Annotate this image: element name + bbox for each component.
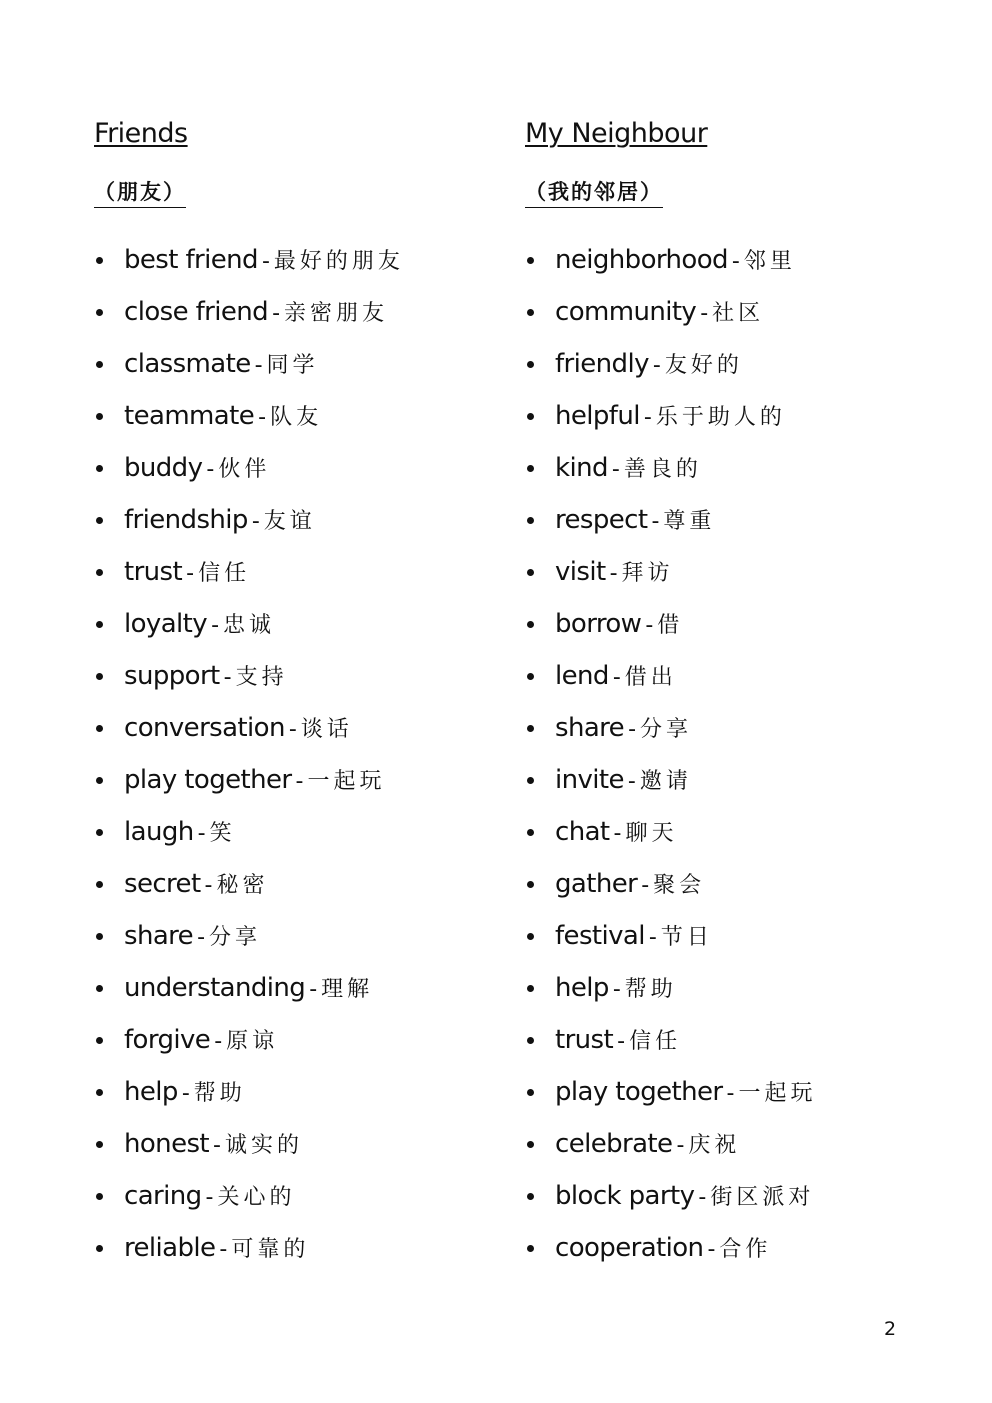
vocab-item	[525, 1176, 816, 1228]
vocab-separator: -	[611, 457, 620, 482]
friends-vocab-list	[94, 240, 404, 1280]
vocab-separator: -	[617, 1029, 626, 1054]
vocab-chinese: 友好的	[664, 353, 743, 378]
vocab-chinese: 聊天	[625, 821, 678, 846]
vocab-separator: -	[627, 769, 636, 794]
vocab-chinese: 帮助	[624, 977, 677, 1002]
friends-title: Friends	[94, 118, 188, 149]
vocab-english: laugh	[124, 817, 194, 847]
vocab-item	[94, 1228, 404, 1280]
vocab-english: conversation	[124, 713, 285, 743]
vocab-chinese: 同学	[266, 353, 319, 378]
bullet-icon	[527, 1089, 534, 1096]
bullet-icon	[96, 465, 103, 472]
bullet-icon	[527, 777, 534, 784]
vocab-separator: -	[309, 977, 318, 1002]
vocab-chinese: 可靠的	[231, 1237, 310, 1262]
vocab-separator: -	[258, 405, 267, 430]
vocab-separator: -	[700, 301, 709, 326]
vocab-english: buddy	[124, 453, 203, 483]
vocab-item	[525, 760, 816, 812]
bullet-icon	[527, 465, 534, 472]
vocab-item	[94, 708, 404, 760]
vocab-item	[525, 292, 816, 344]
bullet-icon	[96, 985, 103, 992]
bullet-icon	[527, 1141, 534, 1148]
bullet-icon	[96, 1037, 103, 1044]
vocab-separator: -	[254, 353, 263, 378]
bullet-icon	[527, 673, 534, 680]
bullet-icon	[96, 1141, 103, 1148]
vocab-separator: -	[181, 1081, 190, 1106]
vocab-english: forgive	[124, 1025, 211, 1055]
vocab-separator: -	[726, 1081, 735, 1106]
bullet-icon	[96, 933, 103, 940]
vocab-chinese: 队友	[270, 405, 323, 430]
vocab-separator: -	[612, 665, 621, 690]
vocab-separator: -	[214, 1029, 223, 1054]
vocab-item	[94, 760, 404, 812]
vocab-separator: -	[251, 509, 260, 534]
vocab-separator: -	[609, 561, 618, 586]
vocab-item	[525, 1124, 816, 1176]
vocab-chinese: 友谊	[263, 509, 316, 534]
vocab-item	[94, 240, 404, 292]
vocab-item	[94, 604, 404, 656]
vocab-separator: -	[261, 249, 270, 274]
vocab-english: play together	[124, 765, 292, 795]
vocab-separator: -	[211, 613, 220, 638]
vocab-english: help	[124, 1077, 178, 1107]
vocab-chinese: 谈话	[300, 717, 353, 742]
bullet-icon	[96, 569, 103, 576]
bullet-icon	[96, 621, 103, 628]
vocab-chinese: 一起玩	[307, 769, 386, 794]
bullet-icon	[527, 413, 534, 420]
bullet-icon	[527, 881, 534, 888]
vocab-item	[525, 1228, 816, 1280]
bullet-icon	[527, 1037, 534, 1044]
vocab-chinese: 最好的朋友	[273, 249, 404, 274]
vocab-chinese: 一起玩	[738, 1081, 817, 1106]
vocab-separator: -	[186, 561, 195, 586]
vocab-item	[94, 1020, 404, 1072]
vocab-separator: -	[219, 1237, 228, 1262]
vocab-english: understanding	[124, 973, 306, 1003]
vocab-english: helpful	[555, 401, 640, 431]
bullet-icon	[527, 1193, 534, 1200]
vocab-item	[525, 916, 816, 968]
friends-column	[94, 112, 494, 1263]
vocab-english: borrow	[555, 609, 642, 639]
bullet-icon	[527, 829, 534, 836]
vocab-english: gather	[555, 869, 638, 899]
vocab-chinese: 关心的	[217, 1185, 296, 1210]
bullet-icon	[527, 621, 534, 628]
vocab-chinese: 亲密朋友	[284, 301, 389, 326]
vocab-separator: -	[613, 821, 622, 846]
vocab-separator: -	[643, 405, 652, 430]
vocab-english: visit	[555, 557, 606, 587]
vocab-separator: -	[612, 977, 621, 1002]
vocab-separator: -	[648, 925, 657, 950]
vocab-separator: -	[731, 249, 740, 274]
vocab-english: lend	[555, 661, 609, 691]
vocab-item	[94, 344, 404, 396]
vocab-chinese: 支持	[235, 665, 288, 690]
vocab-item	[525, 864, 816, 916]
vocab-english: reliable	[124, 1233, 216, 1263]
vocab-english: celebrate	[555, 1129, 673, 1159]
vocab-english: support	[124, 661, 220, 691]
vocab-separator: -	[652, 353, 661, 378]
neighbour-vocab-list	[525, 240, 816, 1280]
vocab-separator: -	[628, 717, 637, 742]
vocab-english: secret	[124, 869, 201, 899]
vocab-english: invite	[555, 765, 624, 795]
vocab-item	[525, 344, 816, 396]
vocab-english: loyalty	[124, 609, 208, 639]
vocab-english: friendly	[555, 349, 649, 379]
vocab-chinese: 借出	[624, 665, 677, 690]
bullet-icon	[96, 1193, 103, 1200]
vocab-separator: -	[197, 821, 206, 846]
bullet-icon	[96, 517, 103, 524]
bullet-icon	[96, 309, 103, 316]
vocab-item	[94, 864, 404, 916]
vocab-english: trust	[124, 557, 183, 587]
vocab-separator: -	[204, 873, 213, 898]
vocab-chinese: 邻里	[743, 249, 796, 274]
bullet-icon	[96, 1089, 103, 1096]
vocab-english: share	[555, 713, 625, 743]
vocab-separator: -	[295, 769, 304, 794]
bullet-icon	[96, 257, 103, 264]
vocab-item	[525, 708, 816, 760]
vocab-chinese: 信任	[198, 561, 251, 586]
neighbour-column	[525, 112, 955, 1263]
vocab-chinese: 尊重	[663, 509, 716, 534]
vocab-english: community	[555, 297, 697, 327]
bullet-icon	[96, 361, 103, 368]
vocab-item	[525, 812, 816, 864]
vocab-chinese: 社区	[712, 301, 765, 326]
friends-subtitle: （朋友）	[94, 178, 186, 208]
vocab-item	[94, 656, 404, 708]
vocab-item	[94, 292, 404, 344]
vocab-separator: -	[645, 613, 654, 638]
vocab-chinese: 分享	[640, 717, 693, 742]
vocab-english: neighborhood	[555, 245, 728, 275]
vocab-english: trust	[555, 1025, 614, 1055]
vocab-separator: -	[676, 1133, 685, 1158]
vocab-english: friendship	[124, 505, 248, 535]
vocab-english: classmate	[124, 349, 251, 379]
vocab-english: play together	[555, 1077, 723, 1107]
bullet-icon	[527, 725, 534, 732]
vocab-chinese: 拜访	[621, 561, 674, 586]
vocab-english: cooperation	[555, 1233, 704, 1263]
bullet-icon	[96, 725, 103, 732]
vocab-item	[525, 396, 816, 448]
vocab-separator: -	[698, 1185, 707, 1210]
vocab-english: respect	[555, 505, 648, 535]
vocab-chinese: 忠诚	[223, 613, 276, 638]
vocab-chinese: 秘密	[216, 873, 269, 898]
vocab-chinese: 街区派对	[710, 1185, 815, 1210]
vocab-item	[525, 656, 816, 708]
vocab-english: chat	[555, 817, 610, 847]
vocab-chinese: 分享	[209, 925, 262, 950]
vocab-item	[525, 448, 816, 500]
vocab-chinese: 善良的	[623, 457, 702, 482]
vocab-chinese: 原谅	[226, 1029, 279, 1054]
bullet-icon	[96, 777, 103, 784]
vocab-english: share	[124, 921, 194, 951]
vocab-chinese: 邀请	[639, 769, 692, 794]
vocab-item	[525, 604, 816, 656]
vocab-chinese: 伙伴	[218, 457, 271, 482]
bullet-icon	[527, 985, 534, 992]
vocab-item	[94, 968, 404, 1020]
bullet-icon	[527, 1245, 534, 1252]
vocab-english: help	[555, 973, 609, 1003]
vocab-chinese: 聚会	[653, 873, 706, 898]
vocab-chinese: 乐于助人的	[655, 405, 786, 430]
vocab-chinese: 帮助	[193, 1081, 246, 1106]
bullet-icon	[527, 933, 534, 940]
vocab-separator: -	[651, 509, 660, 534]
vocab-separator: -	[206, 457, 215, 482]
vocab-item	[525, 552, 816, 604]
vocab-item	[94, 500, 404, 552]
vocab-separator: -	[707, 1237, 716, 1262]
vocab-item	[525, 500, 816, 552]
vocab-chinese: 庆祝	[688, 1133, 741, 1158]
vocab-separator: -	[641, 873, 650, 898]
bullet-icon	[96, 881, 103, 888]
vocab-english: best friend	[124, 245, 258, 275]
neighbour-subtitle: （我的邻居）	[525, 178, 663, 208]
vocab-separator: -	[205, 1185, 214, 1210]
vocab-item	[94, 812, 404, 864]
bullet-icon	[527, 309, 534, 316]
vocab-english: teammate	[124, 401, 255, 431]
vocab-item	[525, 240, 816, 292]
vocab-separator: -	[223, 665, 232, 690]
vocab-english: close friend	[124, 297, 269, 327]
page-number: 2	[884, 1318, 897, 1340]
vocab-english: block party	[555, 1181, 695, 1211]
vocab-chinese: 诚实的	[224, 1133, 303, 1158]
vocab-item	[94, 916, 404, 968]
vocab-separator: -	[288, 717, 297, 742]
vocab-item	[525, 1020, 816, 1072]
vocab-separator: -	[272, 301, 281, 326]
bullet-icon	[96, 1245, 103, 1252]
vocab-english: kind	[555, 453, 608, 483]
vocab-item	[94, 1124, 404, 1176]
vocab-item	[94, 1176, 404, 1228]
vocab-english: caring	[124, 1181, 202, 1211]
vocab-chinese: 信任	[629, 1029, 682, 1054]
vocab-separator: -	[197, 925, 206, 950]
vocab-chinese: 借	[657, 613, 684, 638]
vocab-chinese: 合作	[719, 1237, 772, 1262]
vocab-item	[94, 1072, 404, 1124]
bullet-icon	[96, 829, 103, 836]
vocab-separator: -	[213, 1133, 221, 1158]
bullet-icon	[527, 361, 534, 368]
bullet-icon	[527, 569, 534, 576]
vocab-english: honest	[124, 1129, 210, 1159]
vocab-english: festival	[555, 921, 645, 951]
bullet-icon	[527, 517, 534, 524]
vocab-chinese: 节日	[660, 925, 713, 950]
vocab-chinese: 笑	[209, 821, 236, 846]
bullet-icon	[96, 413, 103, 420]
vocab-item	[525, 1072, 816, 1124]
bullet-icon	[527, 257, 534, 264]
bullet-icon	[96, 673, 103, 680]
vocab-item	[94, 396, 404, 448]
vocab-item	[94, 448, 404, 500]
vocab-item	[525, 968, 816, 1020]
vocab-chinese: 理解	[321, 977, 374, 1002]
vocab-item	[94, 552, 404, 604]
neighbour-title: My Neighbour	[525, 118, 708, 149]
